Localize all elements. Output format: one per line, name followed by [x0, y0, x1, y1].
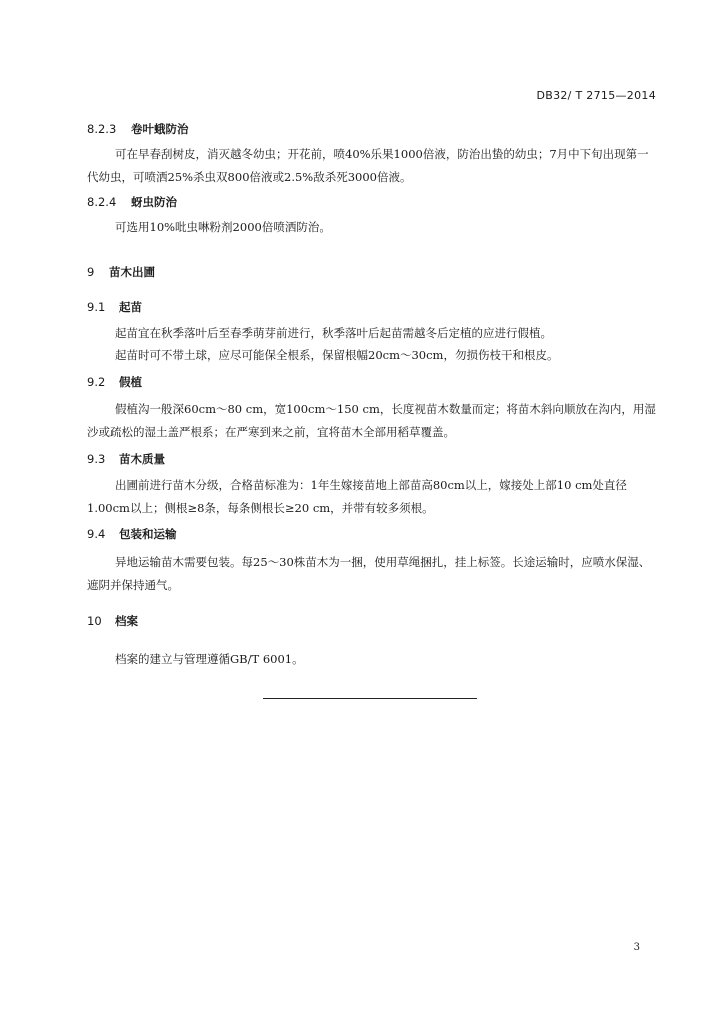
- paragraph-packing-transport: 异地运输苗木需要包装。每25～30株苗木为一捆，使用草绳捆扎，挂上标签。长途运输时，应喷水保湿、遮阴并保持通气。: [87, 555, 651, 592]
- paragraph-seedling-quality: 出圃前进行苗木分级，合格苗标准为：1年生嫁接苗地上部苗高80cm以上，嫁接处上部10 cm处直径1.00cm以上；侧根≥8条，每条侧根长≥20 cm，并带有较多须根。: [87, 478, 627, 515]
- section-title: 包装和运输: [119, 527, 177, 541]
- page-number: 3: [633, 942, 640, 953]
- section-heading-8-2-4: [87, 194, 177, 210]
- section-number: 8.2.3: [87, 122, 117, 136]
- section-number: 9.4: [87, 527, 106, 541]
- section-heading-8-2-3: [87, 121, 189, 137]
- section-heading-9-3: [87, 451, 165, 467]
- paragraph-archives: 档案的建立与管理遵循GB/T 6001。: [115, 652, 304, 666]
- paragraph-lifting-roots: 起苗时可不带土球，应尽可能保全根系，保留根幅20cm～30cm，勿损伤枝干和根皮。: [115, 348, 559, 362]
- end-of-document-line: [263, 698, 477, 699]
- section-heading-9: [87, 264, 155, 280]
- paragraph-aphid-control: 可选用10%吡虫啉粉剂2000倍喷洒防治。: [115, 220, 331, 234]
- section-heading-10: [87, 613, 138, 629]
- paragraph-leaf-roller-control: 可在早春刮树皮，消灭越冬幼虫；开花前，喷40%乐果1000倍液，防治出蛰的幼虫；7月中下旬出现第一代幼虫，可喷洒25%杀虫双800倍液或2.5%敌杀死3000倍液。: [87, 147, 649, 184]
- section-title: 苗木出圃: [109, 265, 156, 279]
- paragraph-heeling-in: 假植沟一般深60cm～80 cm，宽100cm～150 cm，长度视苗木数量而定；将苗木斜向顺放在沟内，用湿沙或疏松的湿土盖严根系；在严寒到来之前，宜将苗木全部用稻草覆盖。: [87, 402, 656, 439]
- section-heading-9-1: [87, 299, 142, 315]
- section-title: 苗木质量: [119, 452, 166, 466]
- section-title: 档案: [115, 614, 139, 628]
- section-title: 起苗: [119, 300, 143, 314]
- paragraph-lifting-timing: 起苗宜在秋季落叶后至春季萌芽前进行，秋季落叶后起苗需越冬后定植的应进行假植。: [115, 326, 552, 340]
- section-heading-9-4: [87, 526, 177, 542]
- section-number: 9.3: [87, 452, 106, 466]
- section-title: 假植: [119, 375, 143, 389]
- section-heading-9-2: [87, 374, 142, 390]
- document-code-header: DB32/ T 2715—2014: [536, 89, 656, 102]
- section-number: 9: [87, 265, 95, 279]
- section-title: 卷叶蛾防治: [131, 122, 189, 136]
- section-number: 8.2.4: [87, 195, 117, 209]
- section-number: 9.2: [87, 375, 106, 389]
- section-number: 10: [87, 614, 102, 628]
- section-number: 9.1: [87, 300, 106, 314]
- section-title: 蚜虫防治: [131, 195, 178, 209]
